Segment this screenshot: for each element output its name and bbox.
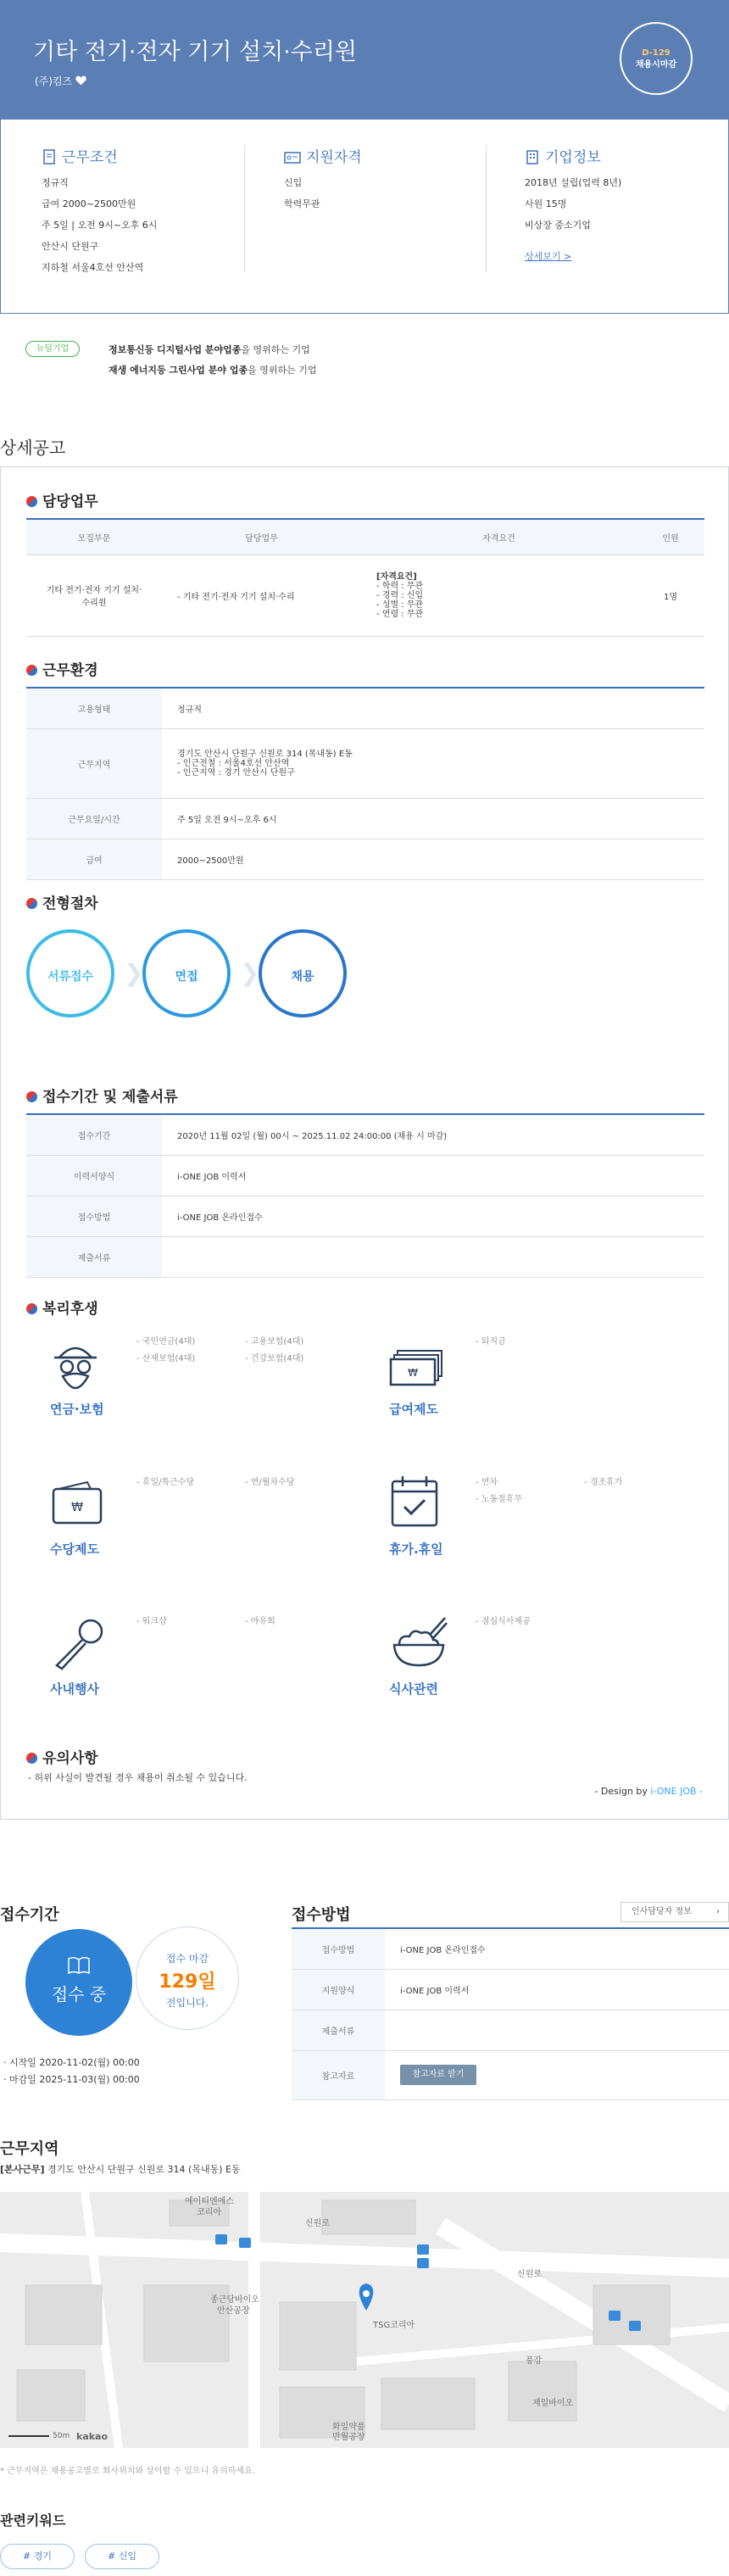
env-label: 고용형태 bbox=[26, 688, 162, 728]
bullet-icon bbox=[26, 1091, 37, 1102]
env-heading-text: 근무환경 bbox=[42, 662, 98, 679]
welfare-item: - 국민연금(4대) bbox=[136, 1337, 196, 1347]
qualification-column bbox=[284, 145, 513, 215]
duty-heading bbox=[26, 489, 98, 510]
design-suffix: - bbox=[696, 1786, 703, 1797]
bullet-icon bbox=[26, 1303, 37, 1314]
tag-line-1-bold: 정보통신등 디지털사업 분야업종 bbox=[109, 344, 242, 355]
duty-req-line: - 경력 : 신입 bbox=[376, 590, 424, 600]
welfare-vacation-label: 휴가.휴일 bbox=[389, 1542, 443, 1557]
duty-heading-text: 담당업무 bbox=[42, 493, 98, 510]
tag-line-2-rest: 을 영위하는 기업 bbox=[248, 365, 317, 376]
work-type: 정규직 bbox=[42, 177, 69, 188]
apply-heading bbox=[26, 1084, 178, 1106]
keywords-heading: 관련키워드 bbox=[0, 2512, 66, 2529]
apply-value: i-ONE JOB 이력서 bbox=[162, 1155, 704, 1196]
process-heading bbox=[26, 891, 98, 912]
env-label: 근무요일/시간 bbox=[26, 798, 162, 839]
method-label: 제출서류 bbox=[292, 2010, 385, 2050]
duty-part: 기타 전기·전자 기기 설치·수리원 bbox=[26, 555, 162, 636]
apply-value: 2020년 11월 02일 (월) 00시 ~ 2025.11.02 24:00:00 (채용 시 마감) bbox=[162, 1114, 704, 1155]
remain-days: 129일 bbox=[159, 1971, 216, 1993]
tag-line-2 bbox=[109, 363, 448, 376]
remain-label: 접수 마감 bbox=[165, 1953, 209, 1965]
duty-count: 1명 bbox=[637, 555, 704, 636]
env-subway: - 인근전철 : 서울4호선 안산역 bbox=[177, 758, 290, 768]
work-heading-text: 근무조건 bbox=[62, 149, 118, 166]
table-row bbox=[26, 1236, 704, 1277]
location-heading: 근무지역 bbox=[0, 2140, 59, 2158]
welfare-item: - 점심식사제공 bbox=[476, 1617, 531, 1626]
calendar-icon bbox=[389, 1475, 440, 1529]
apply-label: 이력서양식 bbox=[26, 1155, 162, 1196]
dday-badge bbox=[620, 22, 693, 95]
env-address: 경기도 안산시 단원구 신원로 314 (목내동) E동 bbox=[177, 749, 353, 759]
duty-col-count: 인원 bbox=[637, 519, 704, 555]
duty-col-req: 자격요건 bbox=[361, 519, 637, 555]
welfare-item: - 야유회 bbox=[245, 1617, 275, 1626]
work-subway: 지하철 서울4호선 안산역 bbox=[42, 262, 144, 273]
company-founded: 2018년 설립(업력 8년) bbox=[525, 177, 622, 188]
env-value: 주 5일 오전 9시~오후 6시 bbox=[162, 798, 704, 839]
method-label: 지원양식 bbox=[292, 1969, 385, 2010]
apply-heading-text: 접수기간 및 제출서류 bbox=[42, 1089, 178, 1106]
company-name-text[interactable]: (주)킴즈 bbox=[35, 75, 73, 87]
env-label: 급여 bbox=[26, 839, 162, 879]
duty-col-task: 담당업무 bbox=[162, 519, 361, 555]
table-row bbox=[292, 2010, 729, 2050]
dday-note: 채용시마감 bbox=[635, 60, 677, 70]
svg-text:TSG코리아: TSG코리아 bbox=[373, 2321, 415, 2330]
svg-text:50m: 50m bbox=[53, 2432, 70, 2440]
remain-suffix: 전입니다. bbox=[165, 1997, 209, 2009]
microphone-icon bbox=[50, 1616, 106, 1672]
env-nearby: - 인근지역 : 경기 안산시 단원구 bbox=[177, 767, 295, 778]
svg-text:코리아: 코리아 bbox=[197, 2208, 221, 2217]
method-label: 접수방법 bbox=[292, 1928, 385, 1969]
svg-text:신원로: 신원로 bbox=[305, 2219, 330, 2228]
keyword-tag[interactable]: # 경기 bbox=[0, 2544, 75, 2569]
tag-line-1-rest: 을 영위하는 기업 bbox=[241, 344, 310, 355]
welfare-allowance-label: 수당제도 bbox=[50, 1542, 99, 1557]
detail-box bbox=[0, 466, 729, 1820]
job-summary-card bbox=[0, 0, 729, 314]
welfare-item: - 산재보험(4대) bbox=[136, 1354, 196, 1363]
method-label: 참고자료 bbox=[292, 2050, 385, 2099]
design-prefix: - Design by bbox=[594, 1786, 651, 1797]
method-table bbox=[292, 1927, 729, 2100]
env-value: 2000~2500만원 bbox=[162, 839, 704, 879]
design-brand: i-ONE JOB bbox=[650, 1786, 697, 1797]
table-row bbox=[292, 1969, 729, 2010]
document-icon bbox=[42, 149, 57, 164]
process-step-1: 서류접수 bbox=[26, 929, 114, 1018]
welfare-item: - 퇴직금 bbox=[476, 1337, 506, 1347]
table-row bbox=[292, 2050, 729, 2099]
contact-info-button[interactable] bbox=[620, 1902, 729, 1922]
method-value: i-ONE JOB 이력서 bbox=[385, 1969, 729, 2010]
contact-info-label[interactable]: 인사담당자 정보 bbox=[632, 1907, 692, 1916]
chevron-right-icon: ❯ bbox=[124, 959, 144, 987]
company-detail-link[interactable]: 상세보기 > bbox=[525, 251, 572, 262]
svg-text:반월공장: 반월공장 bbox=[332, 2433, 365, 2442]
mask-icon bbox=[47, 1341, 103, 1391]
apply-value: i-ONE JOB 온라인접수 bbox=[162, 1196, 704, 1236]
welfare-item: - 건강보험(4대) bbox=[245, 1354, 304, 1363]
location-map[interactable] bbox=[0, 2192, 729, 2448]
process-step-2: 면접 bbox=[142, 929, 231, 1018]
tag-line-2-bold: 재생 에너지등 그린사업 분야 업종 bbox=[109, 365, 248, 376]
building-icon bbox=[525, 149, 540, 164]
svg-text:에이티엔에스: 에이티엔에스 bbox=[185, 2197, 234, 2206]
welfare-item: - 노동절휴무 bbox=[476, 1495, 523, 1504]
id-card-icon bbox=[284, 151, 301, 164]
table-row bbox=[26, 798, 704, 839]
qualification-heading bbox=[284, 145, 513, 166]
welfare-item: - 휴일/특근수당 bbox=[136, 1478, 195, 1487]
address-text: 경기도 안산시 단원구 신원로 314 (목내동) E동 bbox=[44, 2164, 241, 2175]
apply-label: 접수기간 bbox=[26, 1114, 162, 1155]
address-tag: [본사근무] bbox=[0, 2164, 45, 2175]
duty-req-line: - 학력 : 무관 bbox=[376, 581, 424, 591]
duty-req-line: - 연령 : 무관 bbox=[376, 609, 424, 619]
map-canvas[interactable] bbox=[0, 2192, 729, 2448]
work-condition-heading bbox=[42, 145, 270, 166]
job-title: 기타 전기·전자 기기 설치·수리원 bbox=[33, 39, 357, 65]
table-row bbox=[26, 1155, 704, 1196]
welfare-item: - 연차 bbox=[476, 1478, 498, 1487]
method-value bbox=[385, 2010, 729, 2050]
bullet-icon bbox=[26, 496, 37, 507]
work-condition-column bbox=[42, 145, 270, 278]
chevron-right-icon[interactable]: › bbox=[716, 1907, 720, 1916]
location-note: * 근무지역은 채용공고별로 회사위치와 상이할 수 있으니 유의하세요. bbox=[0, 2467, 255, 2476]
table-row bbox=[26, 688, 704, 728]
welfare-item: - 경조휴가 bbox=[584, 1478, 623, 1487]
rice-bowl-icon bbox=[389, 1616, 448, 1670]
work-area: 안산시 단원구 bbox=[42, 241, 99, 252]
period-start: · 시작일 2020-11-02(월) 00:00 bbox=[3, 2057, 140, 2068]
status-text: 접수 중 bbox=[51, 1984, 107, 2004]
book-icon bbox=[67, 1956, 91, 1975]
duty-col-part: 모집부문 bbox=[26, 519, 162, 555]
duty-task: - 기타 전기·전자 기기 설치·수리 bbox=[162, 555, 361, 636]
env-heading bbox=[26, 658, 98, 679]
work-salary: 급여 2000~2500만원 bbox=[42, 198, 136, 209]
method-value: i-ONE JOB 온라인접수 bbox=[385, 1928, 729, 1969]
method-heading: 접수방법 bbox=[292, 1906, 351, 1924]
remaining-circle bbox=[136, 1926, 239, 2030]
job-header-banner bbox=[1, 1, 728, 120]
svg-text:화일약품: 화일약품 bbox=[332, 2423, 365, 2432]
apply-table bbox=[26, 1113, 704, 1278]
newdeal-badge: 뉴딜기업 bbox=[25, 341, 80, 357]
table-row bbox=[26, 728, 704, 798]
period-heading: 접수기간 bbox=[0, 1906, 59, 1924]
wallet-icon bbox=[50, 1480, 106, 1528]
svg-text:제일바이오: 제일바이오 bbox=[532, 2399, 574, 2408]
welfare-item: - 고용보험(4대) bbox=[245, 1337, 304, 1347]
table-row bbox=[292, 1928, 729, 1969]
apply-value bbox=[162, 1236, 704, 1277]
status-circle bbox=[25, 1929, 132, 2036]
company-employees: 사원 15명 bbox=[525, 198, 567, 209]
svg-text:kakao: kakao bbox=[76, 2431, 109, 2442]
welfare-heading-text: 복리후생 bbox=[42, 1301, 98, 1318]
env-table bbox=[26, 687, 704, 880]
process-heading-text: 전형절차 bbox=[42, 895, 98, 912]
detail-section-title: 상세공고 bbox=[0, 438, 66, 458]
dday-value: D-129 bbox=[642, 48, 671, 58]
svg-text:신원로: 신원로 bbox=[517, 2270, 542, 2279]
period-end: · 마감일 2025-11-03(월) 00:00 bbox=[3, 2074, 140, 2085]
caution-heading-text: 유의사항 bbox=[42, 1750, 98, 1767]
money-icon bbox=[389, 1349, 445, 1388]
company-info-heading bbox=[525, 145, 729, 166]
welfare-meal-label: 식사관련 bbox=[389, 1681, 438, 1697]
welfare-item: - 연/월차수당 bbox=[245, 1478, 295, 1487]
work-hours: 주 5일 | 오전 9시~오후 6시 bbox=[42, 220, 158, 231]
qual-education: 학력무관 bbox=[284, 198, 320, 209]
welfare-item: - 워크샵 bbox=[136, 1617, 167, 1626]
welfare-salary-label: 급여제도 bbox=[389, 1402, 438, 1417]
duty-req-line: - 성별 : 무관 bbox=[376, 599, 424, 610]
welfare-event-label: 사내행사 bbox=[50, 1681, 99, 1697]
process-step-3: 채용 bbox=[259, 929, 347, 1018]
table-row bbox=[26, 1196, 704, 1236]
env-value: 정규직 bbox=[162, 688, 704, 728]
table-row bbox=[26, 1114, 704, 1155]
qual-career: 신입 bbox=[284, 177, 303, 188]
bullet-icon bbox=[26, 665, 37, 676]
bullet-icon bbox=[26, 898, 37, 909]
svg-text:₩: ₩ bbox=[71, 1501, 83, 1514]
tag-line-1 bbox=[109, 343, 448, 356]
apply-label: 제출서류 bbox=[26, 1236, 162, 1277]
welfare-heading bbox=[26, 1296, 98, 1318]
company-type: 비상장 중소기업 bbox=[525, 220, 591, 231]
heart-icon[interactable] bbox=[75, 75, 86, 86]
divider bbox=[244, 145, 245, 272]
apply-label: 접수방법 bbox=[26, 1196, 162, 1236]
svg-text:₩: ₩ bbox=[408, 1367, 418, 1379]
table-row bbox=[26, 839, 704, 879]
download-reference-button[interactable]: 참고자료 받기 bbox=[400, 2065, 476, 2085]
svg-text:종근당바이오: 종근당바이오 bbox=[210, 2295, 259, 2305]
company-heading-text: 기업정보 bbox=[545, 149, 601, 166]
design-credit bbox=[594, 1786, 703, 1797]
env-label: 근무지역 bbox=[26, 728, 162, 798]
qual-heading-text: 지원자격 bbox=[306, 149, 362, 166]
caution-heading bbox=[26, 1746, 98, 1767]
welfare-pension-label: 연금·보험 bbox=[50, 1402, 104, 1417]
bullet-icon bbox=[26, 1753, 37, 1764]
keyword-tag[interactable]: # 신입 bbox=[85, 2544, 159, 2569]
svg-text:풍강: 풍강 bbox=[526, 2356, 543, 2366]
duty-req-title: [자격요건] bbox=[376, 572, 417, 582]
duty-table bbox=[26, 518, 704, 637]
divider bbox=[486, 145, 487, 272]
caution-text: - 허위 사실이 발견될 경우 채용이 취소될 수 있습니다. bbox=[28, 1772, 248, 1783]
chevron-right-icon: ❯ bbox=[240, 959, 260, 987]
company-name[interactable] bbox=[35, 74, 86, 88]
table-row bbox=[26, 555, 704, 636]
svg-text:안산공장: 안산공장 bbox=[217, 2306, 250, 2316]
location-address bbox=[0, 2162, 241, 2176]
company-info-column bbox=[525, 145, 729, 267]
